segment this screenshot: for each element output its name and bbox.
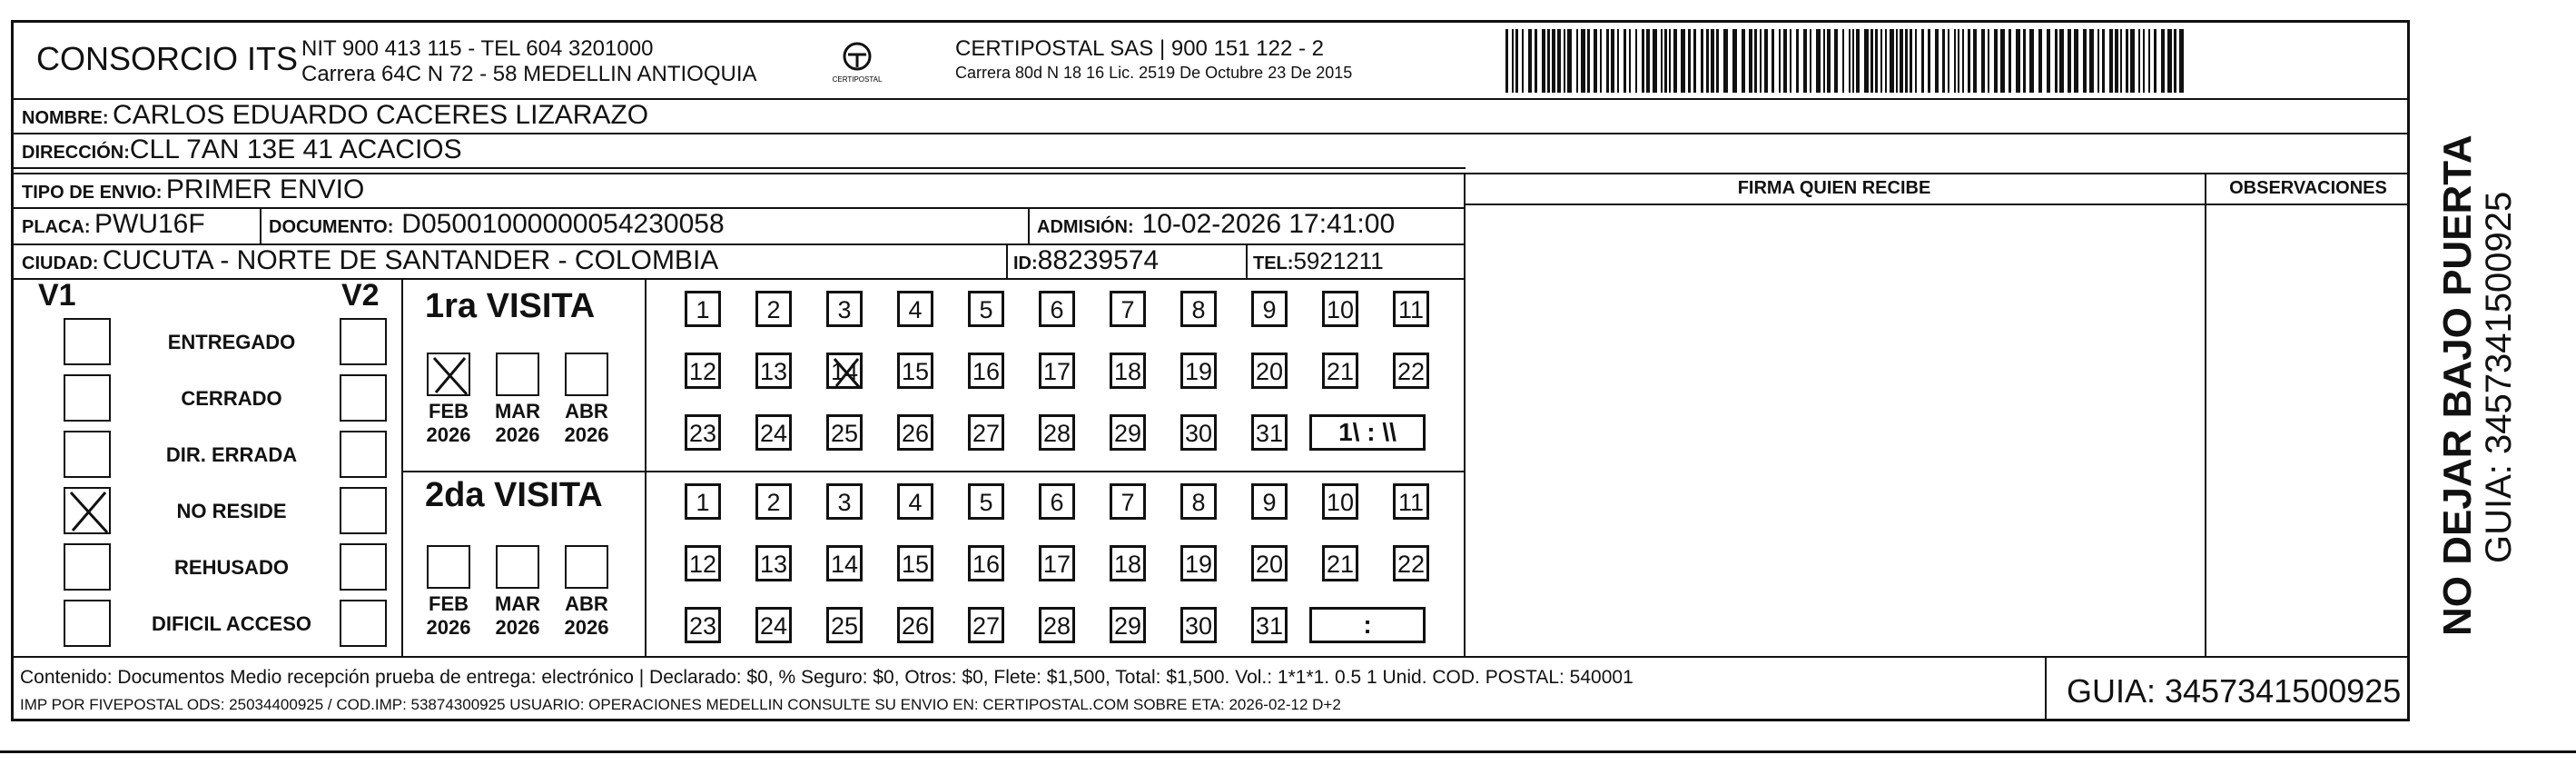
second-visit-month-label: FEB — [429, 592, 469, 615]
barcode-bar — [2074, 29, 2078, 93]
second-visit-day-box[interactable]: 30 — [1180, 607, 1217, 643]
first-visit-day-box[interactable]: 8 — [1180, 291, 1217, 327]
status-label: REHUSADO — [174, 556, 289, 579]
second-visit-day-box[interactable]: 29 — [1110, 607, 1146, 643]
barcode-bar — [2038, 29, 2042, 93]
barcode-bar — [1723, 29, 1728, 93]
id-value: 88239574 — [1037, 245, 1160, 275]
nombre-value: CARLOS EDUARDO CACERES LIZARAZO — [113, 100, 649, 130]
barcode-bar — [1875, 29, 1878, 93]
barcode-bar — [1779, 29, 1781, 93]
second-visit-year-label: 2026 — [426, 616, 471, 639]
status-label: DIR. ERRADA — [165, 443, 298, 466]
first-visit-day-box[interactable]: 16 — [968, 353, 1004, 389]
barcode-bar — [1664, 29, 1667, 93]
no-dejar-bajo-puerta: NO DEJAR BAJO PUERTA — [2435, 134, 2480, 636]
barcode-bar — [1706, 29, 1709, 93]
barcode-bar — [1688, 29, 1691, 93]
first-visit-year-label: 2026 — [495, 423, 540, 446]
barcode-bar — [1552, 29, 1555, 93]
barcode-bar — [2154, 29, 2157, 93]
barcode-bar — [1716, 29, 1719, 93]
signature-area[interactable] — [1466, 205, 2203, 654]
barcode-bar — [1849, 29, 1851, 93]
id-label: ID: — [1013, 253, 1038, 273]
second-visit-day-box[interactable]: 16 — [968, 545, 1004, 581]
barcode-bar — [1994, 29, 1998, 93]
first-visit-day-box[interactable]: 11 — [1393, 291, 1429, 327]
status-label: NO RESIDE — [176, 500, 287, 522]
tipo-envio-value: PRIMER ENVIO — [165, 174, 365, 204]
barcode-bar — [1772, 29, 1774, 93]
v2-checkbox[interactable] — [340, 318, 387, 365]
barcode-bar — [2179, 29, 2184, 93]
vertical-guia: GUIA: 3457341500925 — [2479, 191, 2519, 563]
barcode-bar — [1842, 29, 1844, 93]
barcode-bar — [1661, 29, 1663, 93]
second-visit-day-box[interactable]: 17 — [1039, 545, 1075, 581]
first-visit-month-checkbox[interactable] — [496, 353, 539, 396]
barcode-bar — [1928, 29, 1930, 93]
first-visit-month-checkbox[interactable] — [565, 353, 608, 396]
second-visit-day-box[interactable]: 25 — [826, 607, 863, 643]
v2-label: V2 — [341, 278, 380, 313]
second-visit-time-box[interactable]: : — [1309, 607, 1426, 643]
barcode-bar — [1567, 29, 1572, 93]
barcode-bar — [1732, 29, 1737, 93]
barcode-bar — [2089, 29, 2094, 93]
second-visit-month-checkbox[interactable] — [565, 545, 608, 589]
svg-text:CERTIPOSTAL: CERTIPOSTAL — [832, 75, 883, 84]
barcode-bar — [1611, 29, 1614, 93]
barcode-bar — [2068, 29, 2071, 93]
v2-checkbox[interactable] — [340, 431, 387, 478]
status-label: DIFICIL ACCESO — [151, 612, 311, 635]
barcode-bar — [1810, 29, 1811, 93]
barcode-bar — [2047, 29, 2050, 93]
barcode-bar — [2148, 29, 2150, 93]
placa-value: PWU16F — [94, 209, 205, 239]
barcode-bar — [2109, 29, 2113, 93]
second-visit-day-box[interactable]: 18 — [1110, 545, 1146, 581]
second-visit-day-box[interactable]: 21 — [1322, 545, 1358, 581]
second-visit-day-box[interactable]: 3 — [826, 483, 863, 520]
barcode-bar — [1935, 29, 1939, 93]
status-label: CERRADO — [181, 387, 282, 410]
company-nit: NIT 900 413 115 - TEL 604 3201000 — [301, 36, 654, 61]
first-visit-day-box[interactable]: 13 — [755, 353, 792, 389]
barcode-bar — [1535, 29, 1537, 93]
first-visit-day-box[interactable]: 3 — [826, 291, 863, 327]
barcode-bar — [1528, 29, 1532, 93]
barcode-bar — [1587, 29, 1590, 93]
barcode-bar — [1783, 29, 1787, 93]
first-visit-month-label: FEB — [429, 400, 469, 422]
second-visit-day-box[interactable]: 27 — [968, 607, 1004, 643]
footer-guia: GUIA: 3457341500925 — [2067, 672, 2402, 710]
barcode-bar — [1581, 29, 1585, 93]
barcode-bar — [1542, 29, 1545, 93]
second-visit-day-box[interactable]: 4 — [897, 483, 933, 520]
barcode-bar — [1642, 29, 1644, 93]
barcode-bar — [2055, 29, 2058, 93]
second-visit-day-box[interactable]: 19 — [1180, 545, 1217, 581]
v1-checkbox[interactable] — [64, 600, 111, 647]
barcode-bar — [1701, 29, 1703, 93]
barcode-bar — [1754, 29, 1757, 93]
v2-checkbox[interactable] — [340, 487, 387, 534]
observaciones-area[interactable] — [2206, 205, 2408, 654]
barcode-bar — [1856, 29, 1860, 93]
barcode-bar — [1823, 29, 1825, 93]
certipostal-logo — [832, 40, 883, 91]
barcode-bar — [2120, 29, 2122, 93]
first-visit-day-box[interactable]: 22 — [1393, 353, 1429, 389]
barcode-bar — [1764, 29, 1768, 93]
carrier-name: CERTIPOSTAL SAS | 900 151 122 - 2 — [955, 36, 1324, 61]
barcode-bar — [2167, 29, 2172, 93]
second-visit-day-box[interactable]: 20 — [1251, 545, 1288, 581]
first-visit-day-box[interactable]: 14 — [826, 353, 863, 389]
admision-value: 10-02-2026 17:41:00 — [1141, 209, 1396, 239]
second-visit-day-box[interactable]: 22 — [1393, 545, 1429, 581]
second-visit-day-box[interactable]: 11 — [1393, 483, 1429, 520]
v1-checkbox[interactable] — [64, 318, 111, 365]
v1-checkbox[interactable] — [64, 487, 111, 534]
barcode-bar — [1948, 29, 1949, 93]
second-visit-month-label: MAR — [494, 592, 541, 615]
barcode-bar — [1629, 29, 1631, 93]
first-visit-day-box[interactable]: 12 — [685, 353, 721, 389]
barcode-bar — [2174, 29, 2176, 93]
barcode-bar — [2029, 29, 2034, 93]
second-visit-day-box[interactable]: 10 — [1322, 483, 1358, 520]
barcode — [1505, 29, 2185, 93]
first-visit-month-label: MAR — [494, 400, 541, 422]
barcode-bar — [1885, 29, 1887, 93]
second-visit-day-box[interactable]: 8 — [1180, 483, 1217, 520]
barcode-bar — [1606, 29, 1609, 93]
first-visit-day-box[interactable]: 15 — [897, 353, 933, 389]
barcode-bar — [2126, 29, 2128, 93]
v1-checkbox[interactable] — [64, 374, 111, 422]
second-visit-day-box[interactable]: 12 — [685, 545, 721, 581]
barcode-bar — [1681, 29, 1685, 93]
barcode-bar — [1576, 29, 1578, 93]
company-address: Carrera 64C N 72 - 58 MEDELLIN ANTIOQUIA — [301, 62, 757, 86]
admision-label: ADMISIÓN: — [1037, 217, 1134, 237]
barcode-bar — [2143, 29, 2145, 93]
barcode-bar — [1742, 29, 1745, 93]
second-visit-month-label: ABR — [565, 592, 608, 615]
barcode-bar — [1962, 29, 1964, 93]
first-visit-day-box[interactable]: 27 — [968, 414, 1004, 451]
x-mark-icon — [429, 354, 472, 398]
barcode-bar — [1711, 29, 1714, 93]
barcode-bar — [2008, 29, 2011, 93]
second-visit-year-label: 2026 — [495, 616, 540, 639]
first-visit-day-box[interactable]: 21 — [1322, 353, 1358, 389]
first-visit-day-box[interactable]: 10 — [1322, 291, 1358, 327]
barcode-bar — [1790, 29, 1791, 93]
barcode-bar — [1910, 29, 1912, 93]
second-visit-day-box[interactable]: 26 — [897, 607, 933, 643]
second-visit-day-box[interactable]: 13 — [755, 545, 792, 581]
first-visit-day-box[interactable]: 28 — [1039, 414, 1075, 451]
barcode-bar — [1958, 29, 1959, 93]
direccion-label: DIRECCIÓN: — [22, 143, 130, 163]
barcode-bar — [1653, 29, 1657, 93]
barcode-bar — [1900, 29, 1903, 93]
first-visit-day-box[interactable]: 4 — [897, 291, 933, 327]
barcode-bar — [1617, 29, 1619, 93]
barcode-bar — [1522, 29, 1524, 93]
status-label: ENTREGADO — [167, 331, 296, 353]
imp-line: IMP POR FIVEPOSTAL ODS: 25034400925 / COD.IMP: 53874300925 USUARIO: OPERACIONES MEDELLIN CONSULTE SU ENVIO EN: CERTIPOSTAL.COM SOBRE ETA: 2026-02-12 D+2 — [20, 696, 1341, 713]
barcode-bar — [1968, 29, 1970, 93]
barcode-bar — [1942, 29, 1945, 93]
first-visit-day-box[interactable]: 9 — [1251, 291, 1288, 327]
barcode-bar — [1827, 29, 1831, 93]
barcode-bar — [1557, 29, 1561, 93]
barcode-bar — [1600, 29, 1602, 93]
barcode-bar — [2023, 29, 2026, 93]
barcode-bar — [2097, 29, 2099, 93]
barcode-bar — [1890, 29, 1894, 93]
barcode-bar — [2130, 29, 2135, 93]
second-visit-month-checkbox[interactable] — [496, 545, 539, 589]
v2-checkbox[interactable] — [340, 600, 387, 647]
barcode-bar — [2059, 29, 2064, 93]
barcode-bar — [1880, 29, 1882, 93]
first-visit-year-label: 2026 — [426, 423, 471, 446]
second-visit-day-box[interactable]: 28 — [1039, 607, 1075, 643]
first-visit-day-box[interactable]: 29 — [1110, 414, 1146, 451]
contenido-line: Contenido: Documentos Medio recepción prueba de entrega: electrónico | Declarado: $0, % Seguro: $0, Otros: $0, Flete: $1,500, Total: $1,500. Vol.: 1*1*1. 0.5 1 Unid. COD. POSTAL: 540001 — [20, 667, 1633, 688]
barcode-bar — [1673, 29, 1677, 93]
nombre-label: NOMBRE: — [22, 108, 109, 128]
barcode-bar — [1988, 29, 1989, 93]
documento-value: D05001000000054230058 — [401, 209, 725, 239]
barcode-bar — [1515, 29, 1518, 93]
barcode-bar — [1760, 29, 1762, 93]
tel-value: 5921211 — [1293, 247, 1384, 274]
first-visit-day-box[interactable]: 26 — [897, 414, 933, 451]
company-name: CONSORCIO ITS — [36, 40, 299, 77]
second-visit-day-box[interactable]: 31 — [1251, 607, 1288, 643]
second-visit-day-box[interactable]: 7 — [1110, 483, 1146, 520]
first-visit-day-box[interactable]: 1 — [685, 291, 721, 327]
second-visit-day-box[interactable]: 6 — [1039, 483, 1075, 520]
barcode-bar — [1816, 29, 1821, 93]
ciudad-label: CIUDAD: — [22, 253, 99, 273]
second-visit-day-box[interactable]: 1 — [685, 483, 721, 520]
firma-label: FIRMA QUIEN RECIBE — [1737, 178, 1931, 198]
second-visit-day-box[interactable]: 23 — [685, 607, 721, 643]
barcode-bar — [2138, 29, 2140, 93]
v1-checkbox[interactable] — [64, 431, 111, 478]
second-visit-day-box[interactable]: 14 — [826, 545, 863, 581]
first-visit-day-box[interactable]: 7 — [1110, 291, 1146, 327]
barcode-bar — [1624, 29, 1626, 93]
direccion-value: CLL 7AN 13E 41 ACACIOS — [129, 134, 462, 164]
second-visit-day-box[interactable]: 5 — [968, 483, 1004, 520]
documento-label: DOCUMENTO: — [269, 217, 394, 237]
first-visit-day-box[interactable]: 30 — [1180, 414, 1217, 451]
barcode-bar — [1921, 29, 1924, 93]
second-visit-day-box[interactable]: 9 — [1251, 483, 1288, 520]
second-visit-month-checkbox[interactable] — [427, 545, 470, 589]
first-visit-day-box[interactable]: 24 — [755, 414, 792, 451]
barcode-bar — [1594, 29, 1597, 93]
second-visit-day-box[interactable]: 24 — [755, 607, 792, 643]
barcode-bar — [1564, 29, 1565, 93]
barcode-bar — [1505, 29, 1508, 93]
tel-label: TEL: — [1253, 253, 1294, 273]
v2-checkbox[interactable] — [340, 543, 387, 591]
tear-line — [0, 750, 2576, 753]
first-visit-day-box[interactable]: 31 — [1251, 414, 1288, 451]
first-visit-day-box[interactable]: 2 — [755, 291, 792, 327]
v1-label: V1 — [38, 278, 76, 313]
v2-checkbox[interactable] — [340, 374, 387, 422]
barcode-bar — [1669, 29, 1671, 93]
v1-checkbox[interactable] — [64, 543, 111, 591]
first-visit-day-box[interactable]: 19 — [1180, 353, 1217, 389]
barcode-bar — [1693, 29, 1696, 93]
first-visit-day-box[interactable]: 20 — [1251, 353, 1288, 389]
barcode-bar — [1896, 29, 1898, 93]
second-visit-day-box[interactable]: 2 — [755, 483, 792, 520]
first-visit-month-label: ABR — [565, 400, 608, 422]
tipo-envio-label: TIPO DE ENVIO: — [22, 183, 163, 203]
barcode-bar — [1646, 29, 1650, 93]
barcode-bar — [1547, 29, 1550, 93]
second-visit-day-box[interactable]: 15 — [897, 545, 933, 581]
first-visit-day-box[interactable]: 17 — [1039, 353, 1075, 389]
observaciones-label: OBSERVACIONES — [2229, 178, 2387, 198]
first-visit-day-box[interactable]: 23 — [685, 414, 721, 451]
barcode-bar — [2083, 29, 2087, 93]
barcode-bar — [2161, 29, 2165, 93]
first-visit-day-box[interactable]: 25 — [826, 414, 863, 451]
barcode-bar — [1803, 29, 1807, 93]
barcode-bar — [1905, 29, 1908, 93]
x-mark-icon — [829, 355, 865, 392]
x-mark-icon — [65, 489, 113, 536]
second-visit-title: 2da VISITA — [425, 476, 603, 514]
first-visit-time-box[interactable]: 1\ : \\ — [1309, 414, 1426, 451]
barcode-bar — [1870, 29, 1873, 93]
barcode-bar — [2000, 29, 2005, 93]
barcode-bar — [1635, 29, 1637, 93]
barcode-bar — [1954, 29, 1956, 93]
first-visit-day-box[interactable]: 5 — [968, 291, 1004, 327]
placa-label: PLACA: — [22, 217, 91, 237]
barcode-bar — [1512, 29, 1514, 93]
carrier-address: Carrera 80d N 18 16 Lic. 2519 De Octubre 23 De 2015 — [955, 64, 1353, 82]
barcode-bar — [1834, 29, 1838, 93]
barcode-bar — [1864, 29, 1869, 93]
barcode-bar — [2115, 29, 2118, 93]
first-visit-day-box[interactable]: 6 — [1039, 291, 1075, 327]
second-visit-year-label: 2026 — [564, 616, 609, 639]
barcode-bar — [1749, 29, 1752, 93]
barcode-bar — [1796, 29, 1799, 93]
ciudad-value: CUCUTA - NORTE DE SANTANDER - COLOMBIA — [102, 245, 719, 275]
barcode-bar — [1852, 29, 1854, 93]
barcode-bar — [1973, 29, 1977, 93]
first-visit-title: 1ra VISITA — [425, 287, 596, 325]
first-visit-year-label: 2026 — [564, 423, 609, 446]
barcode-bar — [2016, 29, 2020, 93]
barcode-bar — [1915, 29, 1917, 93]
first-visit-month-checkbox[interactable] — [427, 353, 470, 396]
barcode-bar — [1981, 29, 1985, 93]
first-visit-day-box[interactable]: 18 — [1110, 353, 1146, 389]
barcode-bar — [2102, 29, 2105, 93]
